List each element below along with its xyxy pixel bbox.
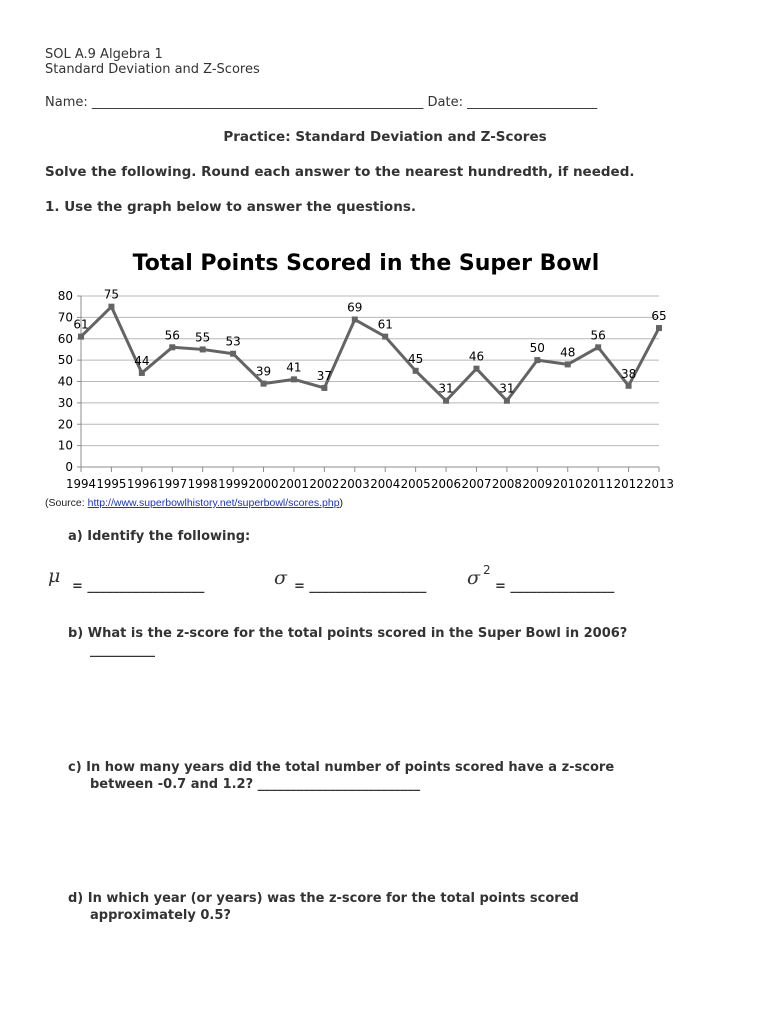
source-citation xyxy=(45,497,343,509)
y-tick-label-20: 20 xyxy=(57,417,73,432)
source-prefix: (Source: xyxy=(45,497,88,509)
data-point-2006 xyxy=(443,398,449,404)
mu-symbol: μ xyxy=(48,565,61,587)
x-tick-label-2001: 2001 xyxy=(278,477,309,491)
source-link[interactable]: http://www.superbowlhistory.net/superbowl/scores.php xyxy=(87,497,340,509)
data-point-2012 xyxy=(626,383,632,389)
chart-gridlines xyxy=(81,296,659,467)
x-tick-label-2002: 2002 xyxy=(309,477,340,491)
line-chart xyxy=(0,280,770,495)
data-point-1997 xyxy=(169,344,175,350)
data-label-2013: 65 xyxy=(651,309,667,324)
data-point-2011 xyxy=(595,344,601,350)
instructions: Solve the following. Round each answer to the nearest hundredth, if needed. xyxy=(45,164,635,180)
data-label-1998: 55 xyxy=(195,330,211,345)
x-tick-label-1999: 1999 xyxy=(218,477,249,491)
sigma-answer-line[interactable]: = __________________ xyxy=(294,579,427,594)
x-tick-label-2006: 2006 xyxy=(431,477,462,491)
data-point-1994 xyxy=(78,334,84,340)
data-label-2011: 56 xyxy=(590,328,606,343)
part-c-question: c) In how many years did the total number of points scored have a z-score xyxy=(68,760,615,775)
part-c-question-cont[interactable]: between -0.7 and 1.2? _________________________ xyxy=(90,777,421,792)
data-point-1996 xyxy=(139,370,145,376)
data-label-1996: 44 xyxy=(134,353,150,368)
data-label-2012: 38 xyxy=(620,366,637,381)
x-tick-label-2003: 2003 xyxy=(339,477,370,491)
chart-title: Total Points Scored in the Super Bowl xyxy=(132,251,600,276)
data-label-1994: 61 xyxy=(73,317,89,332)
x-tick-label-1998: 1998 xyxy=(187,477,218,491)
data-point-2000 xyxy=(261,381,267,387)
x-tick-label-1995: 1995 xyxy=(96,477,127,491)
data-point-2009 xyxy=(534,357,540,363)
y-tick-label-50: 50 xyxy=(57,353,73,368)
source-suffix: ) xyxy=(339,497,344,509)
variance-symbol: σ xyxy=(467,567,480,589)
x-tick-label-2011: 2011 xyxy=(583,477,614,491)
data-label-2000: 39 xyxy=(255,364,272,379)
data-labels xyxy=(73,288,666,396)
x-tick-label-1997: 1997 xyxy=(157,477,188,491)
sigma-symbol: σ xyxy=(274,567,287,589)
page-title: Practice: Standard Deviation and Z-Scores xyxy=(223,129,547,145)
x-tick-label-2004: 2004 xyxy=(370,477,401,491)
x-axis xyxy=(66,467,674,491)
x-tick-label-2009: 2009 xyxy=(522,477,553,491)
data-label-2005: 45 xyxy=(407,351,424,366)
mu-answer-line[interactable]: = __________________ xyxy=(72,579,205,594)
x-tick-label-2012: 2012 xyxy=(613,477,644,491)
x-tick-label-2007: 2007 xyxy=(461,477,492,491)
x-tick-label-2000: 2000 xyxy=(248,477,279,491)
data-point-2007 xyxy=(473,366,479,372)
data-label-2010: 48 xyxy=(560,345,576,360)
data-point-2010 xyxy=(565,361,571,367)
x-tick-label-2013: 2013 xyxy=(644,477,674,491)
data-label-2004: 61 xyxy=(377,317,393,332)
x-tick-label-1994: 1994 xyxy=(66,477,96,491)
part-a-label: a) Identify the following: xyxy=(68,529,251,544)
data-point-2001 xyxy=(291,376,297,382)
y-tick-label-10: 10 xyxy=(57,438,73,453)
data-point-1995 xyxy=(108,304,114,310)
data-label-1999: 53 xyxy=(225,334,241,349)
course-label: SOL A.9 Algebra 1 xyxy=(45,47,163,62)
y-tick-label-80: 80 xyxy=(57,289,73,303)
part-d-question: d) In which year (or years) was the z-score for the total points scored xyxy=(68,891,579,906)
x-tick-label-1996: 1996 xyxy=(126,477,157,491)
y-tick-label-40: 40 xyxy=(57,374,73,389)
data-point-2013 xyxy=(656,325,662,331)
data-label-2006: 31 xyxy=(438,381,454,396)
x-tick-label-2008: 2008 xyxy=(491,477,522,491)
y-tick-label-70: 70 xyxy=(57,310,73,325)
data-label-2001: 41 xyxy=(286,360,302,375)
data-point-1999 xyxy=(230,351,236,357)
question-1: 1. Use the graph below to answer the questions. xyxy=(45,199,416,215)
data-label-1997: 56 xyxy=(164,328,180,343)
x-tick-label-2005: 2005 xyxy=(400,477,431,491)
name-date-line: Name: ___________________________________________________ Date: ____________________ xyxy=(45,95,598,110)
data-point-1998 xyxy=(200,346,206,352)
y-tick-label-60: 60 xyxy=(57,331,73,346)
data-label-2009: 50 xyxy=(529,341,545,356)
x-tick-label-2010: 2010 xyxy=(552,477,583,491)
data-point-2003 xyxy=(352,317,358,323)
data-label-2002: 37 xyxy=(316,368,333,383)
y-tick-label-30: 30 xyxy=(57,395,73,410)
data-point-2008 xyxy=(504,398,510,404)
data-label-2007: 46 xyxy=(468,349,485,364)
topic-label: Standard Deviation and Z-Scores xyxy=(45,62,260,77)
data-label-2008: 31 xyxy=(499,381,515,396)
y-tick-label-0: 0 xyxy=(65,460,73,474)
variance-exponent: 2 xyxy=(483,563,491,577)
data-point-2004 xyxy=(382,334,388,340)
part-d-question-cont: approximately 0.5? xyxy=(90,908,231,923)
variance-answer-line[interactable]: = ________________ xyxy=(495,579,615,594)
data-label-2003: 69 xyxy=(347,300,363,315)
data-label-1995: 75 xyxy=(103,287,120,302)
data-point-2005 xyxy=(413,368,419,374)
data-point-2002 xyxy=(321,385,327,391)
part-b-question: b) What is the z-score for the total points scored in the Super Bowl in 2006? xyxy=(68,626,628,641)
part-b-answer-line[interactable]: __________ xyxy=(90,643,155,658)
